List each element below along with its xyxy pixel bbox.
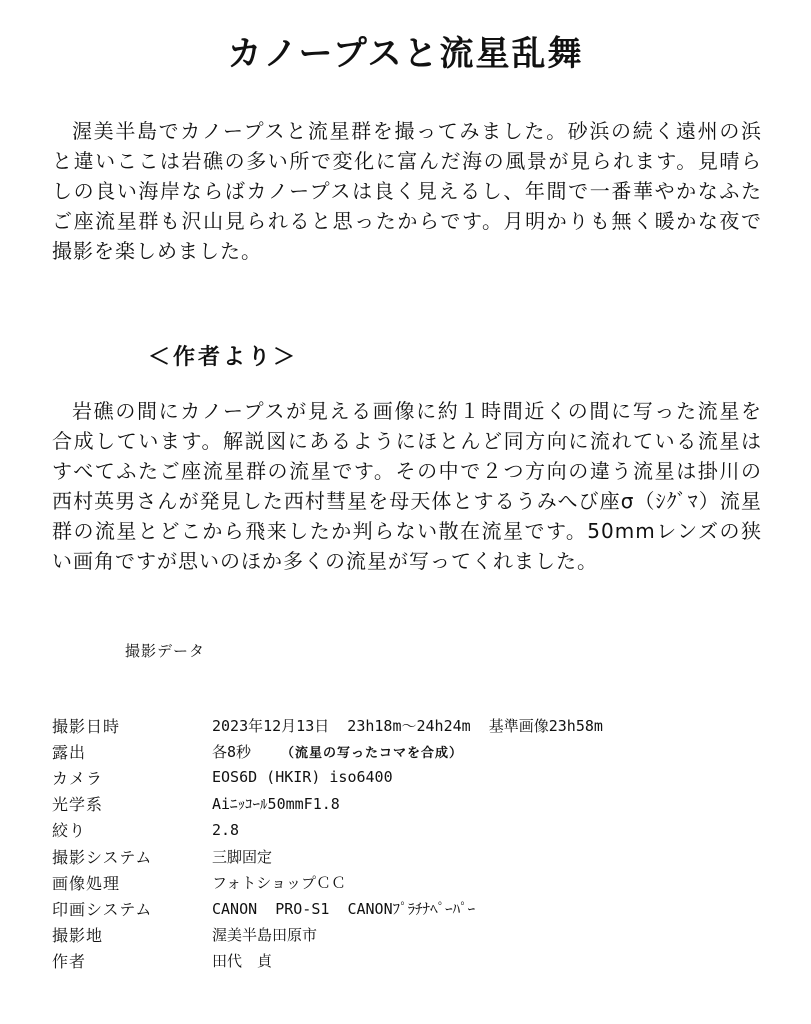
data-label: 作者 <box>52 952 87 972</box>
data-row-camera <box>52 764 772 790</box>
intro-text: 渥美半島でカノープスと流星群を撮ってみました。砂浜の続く遠州の浜と違いここは岩礁の多い所で変化に富んだ海の風景が見られます。見晴らしの良い海岸ならばカノープスは良く見えるし、年間で一番華やかなふたご座流星群も沢山見られると思ったからです。月明かりも無く暖かな夜で撮影を楽しめました。 <box>52 119 762 263</box>
data-row-location <box>52 922 772 948</box>
data-value: EOS6D (HKIR) iso6400 <box>212 768 393 787</box>
data-value: 2023年12月13日 23h18m～24h24m 基準画像23h58m <box>212 716 603 735</box>
data-label: 露出 <box>52 742 87 762</box>
data-row-lens <box>52 791 772 817</box>
data-row-date <box>52 712 772 738</box>
data-value: フォトショップＣＣ <box>212 873 346 892</box>
data-label: 絞り <box>52 821 87 841</box>
author-heading: ＜作者より＞ <box>148 345 299 370</box>
author-text: 岩礁の間にカノープスが見える画像に約１時間近くの間に写った流星を合成しています。解説図にあるようにほとんど同方向に流れている流星はすべてふたご座流星群の流星です。その中で２つ方向の違う流星は掛川の西村英男さんが発見した西村彗星を母天体とするうみへび座σ（ｼｸﾞﾏ）流星群の流星とどこから飛来したか判らない散在流星です。50mmレンズの狭い画角ですが思いのほか多くの流星が写ってくれました。 <box>52 399 762 573</box>
data-label: 撮影システム <box>52 847 153 867</box>
data-note: （流星の写ったコマを合成） <box>281 745 464 761</box>
data-value: 田代 貞 <box>212 952 273 971</box>
data-row-author <box>52 948 772 974</box>
data-value: 2.8 <box>212 820 240 839</box>
shooting-data-table <box>52 712 772 974</box>
data-value: 各8秒 <box>212 742 252 761</box>
author-paragraph <box>52 396 762 576</box>
page-title: カノープスと流星乱舞 <box>227 34 584 74</box>
data-value: 三脚固定 <box>212 847 273 866</box>
data-label: 画像処理 <box>52 873 121 893</box>
data-row-mount <box>52 843 772 869</box>
data-value: CANON PRO-S1 CANONﾌﾟﾗﾁﾅﾍﾟｰﾊﾟｰ <box>212 899 476 918</box>
data-row-printer <box>52 895 772 921</box>
data-value: Aiﾆｯｺｰﾙ50mmF1.8 <box>212 795 340 814</box>
data-row-aperture <box>52 817 772 843</box>
data-row-software <box>52 869 772 895</box>
data-label: 印画システム <box>52 899 153 919</box>
data-value: 渥美半島田原市 <box>212 926 318 945</box>
data-label: カメラ <box>52 768 104 788</box>
data-section-title: 撮影データ <box>125 642 206 660</box>
data-label: 光学系 <box>52 795 104 815</box>
data-label: 撮影日時 <box>52 716 121 736</box>
data-label: 撮影地 <box>52 926 104 946</box>
intro-paragraph <box>52 116 762 266</box>
data-row-exposure <box>52 738 772 764</box>
